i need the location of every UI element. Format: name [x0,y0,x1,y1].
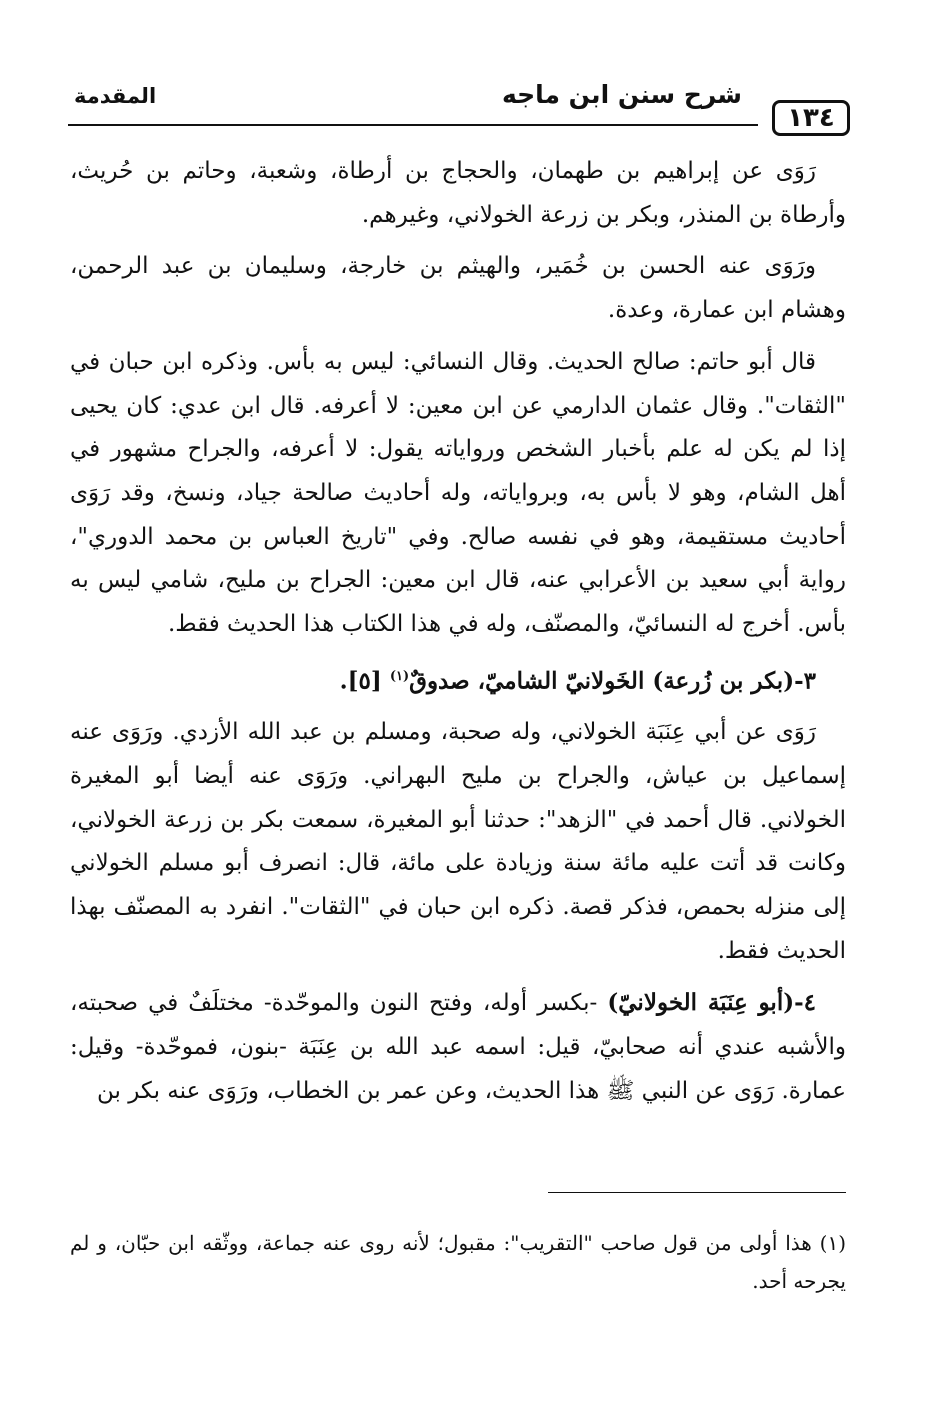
paragraph-narrators-from: رَوَى عن إبراهيم بن طهمان، والحجاج بن أرطاة، وشعبة، وحاتم بن حُريث، وأرطاة بن المنذر، وبكر بن زرعة الخولاني، وغيرهم. [70,158,846,228]
entry-3-heading [70,655,846,703]
entry-4-paragraph [70,981,846,1113]
paragraph-grading: قال أبو حاتم: صالح الحديث. وقال النسائي: ليس به بأس. وذكره ابن حبان في "الثقات". وقال عثمان الدارمي عن ابن معين: لا أعرفه. قال ابن عدي: كان يحيى إذا لم يكن له علم بأخبار الشخص ورواياته يقول: لا أعرفه، والجراح مشهور في أهل الشام، وهو لا بأس به، وبرواياته، وله أحاديث صالحة جياد، ونسخ، وقد رَوَى أحاديث مستقيمة، وهو في نفسه صالح. وفي "تاريخ العباس بن محمد الدوري"، رواية أبي سعيد بن الأعرابي عنه، قال ابن معين: الجراح بن مليح، شامي ليس به بأس. أخرج له النسائيّ، والمصنّف، وله في هذا الكتاب هذا الحديث فقط. [70,348,846,638]
section-title: المقدمة [74,84,157,108]
book-title: شرح سنن ابن ماجه [501,80,742,109]
footnote-1: (١) هذا أولى من قول صاحب "التقريب": مقبول؛ لأنه روى عنه جماعة، ووثّقه ابن حبّان، و لم يجرحه أحد. [70,1231,846,1293]
entry-4-name: ٤-(أبو عِنَبَة الخولانيّ) [607,989,816,1017]
paragraph-bakr-bio: رَوَى عن أبي عِنَبَة الخولاني، وله صحبة، ومسلم بن عبد الله الأزدي. ورَوَى عنه إسماعيل بن عياش، والجراح بن مليح البهراني. ورَوَى عنه أيضا أبو المغيرة الخولاني. قال أحمد في "الزهد": حدثنا أبو المغيرة، سمعت بكر بن زرعة الخولاني، وكانت قد أتت عليه مائة سنة وزيادة على مائة، قال: انصرف أبو مسلم الخولاني إلى منزله بحمص، فذكر قصة. ذكره ابن حبان في "الثقات". انفرد به المصنّف بهذا الحديث فقط. [70,719,846,964]
entry-4-text: -بكسر أوله، وفتح النون والموحّدة- مختلَفٌ في صحبته، والأشبه عندي أنه صحابيّ، قيل: اسمه عبد الله بن عِنَبَة -بنون، فموحّدة- وقيل: عمارة. رَوَى عن النبي ﷺ هذا الحديث، وعن عمر بن الخطاب، ورَوَى عنه بكر بن [70,990,846,1104]
paragraph-narrators-to: ورَوَى عنه الحسن بن خُمَير، والهيثم بن خارجة، وسليمان بن عبد الرحمن، وهشام ابن عمارة، وعدة. [70,253,846,324]
footnotes [70,1224,846,1300]
footnote-ref-1[interactable]: (١) [389,668,410,684]
header-rule [68,124,758,126]
page-number: ١٣٤ [772,100,850,136]
entry-3-tag: [٥]. [339,667,382,695]
main-text [70,150,846,1121]
footnote-rule [548,1192,846,1193]
entry-3-name: ٣-(بكر بن زُرعة) الخَولانيّ الشاميّ، صدوقٌ [409,667,816,695]
